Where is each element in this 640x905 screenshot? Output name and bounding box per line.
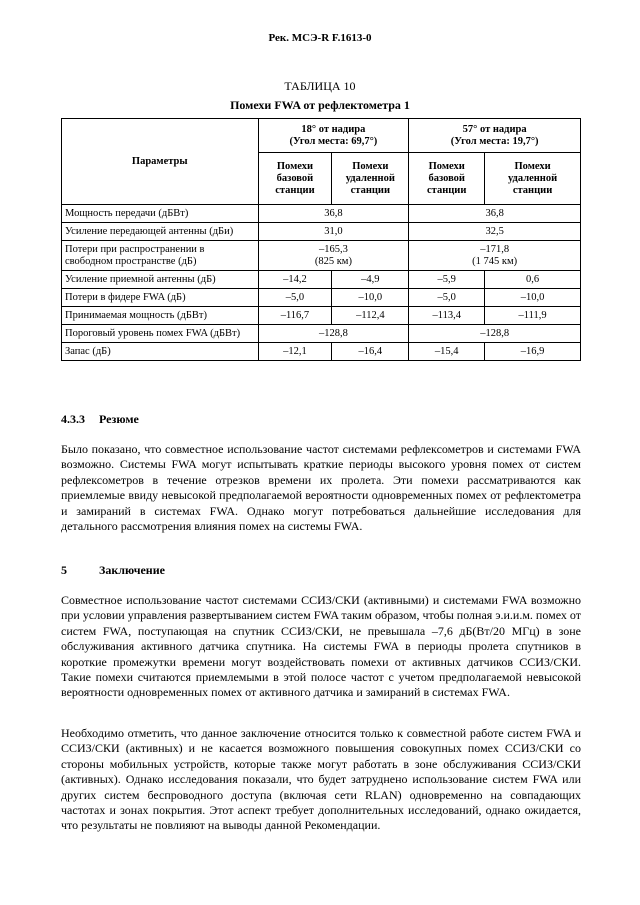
table-row: Мощность передачи (дБВт) 36,8 36,8: [62, 205, 581, 223]
page-header: Рек. МСЭ-R F.1613-0: [268, 32, 372, 44]
subheader-base-1: Помехи базовой станции: [258, 153, 332, 205]
subheader-remote-2: Помехи удаленной станции: [485, 153, 581, 205]
table-number: ТАБЛИЦА 10: [284, 79, 356, 93]
table-title: Помехи FWA от рефлектометра 1: [230, 98, 410, 112]
section-433-heading: 4.3.3 Резюме: [61, 412, 139, 426]
group1-header: 18° от надира (Угол места: 69,7°): [258, 119, 409, 153]
table-row: Запас (дБ) –12,1 –16,4 –15,4 –16,9: [62, 343, 581, 361]
section-5-paragraph-1: Совместное использование частот системами ССИЗ/СКИ (активными) и системами FWA возможно при условии управления развертыванием систем FWA таким образом, чтобы полная э.и.и.м. помех от систем FWA, поступающая на спутник ССИЗ/СКИ, не превышала –7,6 дБ(Вт/20 МГц) в зоне обслуживания активного датчика спутника. На системы FWA в периоды пролета спутников в короткие промежутки времени могут воздействовать помехи от активных датчиков ССИЗ/СКИ. Такие помехи считаются приемлемыми в этой полосе частот с учетом предполагаемой невысокой вероятности одновременных помех от активного датчика и замираний в системах FWA.: [61, 593, 581, 700]
table-row: Потери при распространении в свободном пространстве (дБ) –165,3 (825 км) –171,8 (1 745 км): [62, 241, 581, 271]
table-row: Потери в фидере FWA (дБ) –5,0 –10,0 –5,0 –10,0: [62, 289, 581, 307]
subheader-remote-1: Помехи удаленной станции: [332, 153, 409, 205]
table-row: Принимаемая мощность (дБВт) –116,7 –112,4 –113,4 –111,9: [62, 307, 581, 325]
section-5-paragraph-2: Необходимо отметить, что данное заключение относится только к совместной работе систем FWA и ССИЗ/СКИ (активных) и не касается возможного повышения совокупных помех ССИЗ/СКИ со стороны мобильных устройств, которые также могут работать в зоне обслуживания ССИЗ/СКИ (активных). Однако исследования показали, что будет затруднено использование систем FWA или других систем беспроводного доступа (включая сети RLAN) одновременно на совпадающих частотах и зонах покрытия. Этот аспект требует дополнительных исследований, однако ожидается, что результаты не повлияют на выводы данной Рекомендации.: [61, 726, 581, 833]
subheader-base-2: Помехи базовой станции: [409, 153, 485, 205]
table-row: Усиление передающей антенны (дБи) 31,0 32,5: [62, 223, 581, 241]
param-header: Параметры: [62, 119, 259, 205]
interference-table: [61, 118, 581, 361]
section-5-heading: 5 Заключение: [61, 563, 165, 577]
table-row: Пороговый уровень помех FWA (дБВт) –128,8 –128,8: [62, 325, 581, 343]
table-row: Усиление приемной антенны (дБ) –14,2 –4,9 –5,9 0,6: [62, 271, 581, 289]
section-433-text: Было показано, что совместное использование частот системами рефлексометров и системами FWA возможно. Системы FWA могут испытывать краткие периоды высокого уровня помех от систем рефлексометров в течение отрезков времени их пролета. Эти помехи рассматриваются как приемлемые ввиду невысокой предполагаемой вероятности одновременных помех от рефлектометра и замираний в системах FWA. Однако могут потребоваться дальнейшие исследования для детального рассмотрения влияния помех на системы FWA.: [61, 442, 581, 534]
group2-header: 57° от надира (Угол места: 19,7°): [409, 119, 581, 153]
